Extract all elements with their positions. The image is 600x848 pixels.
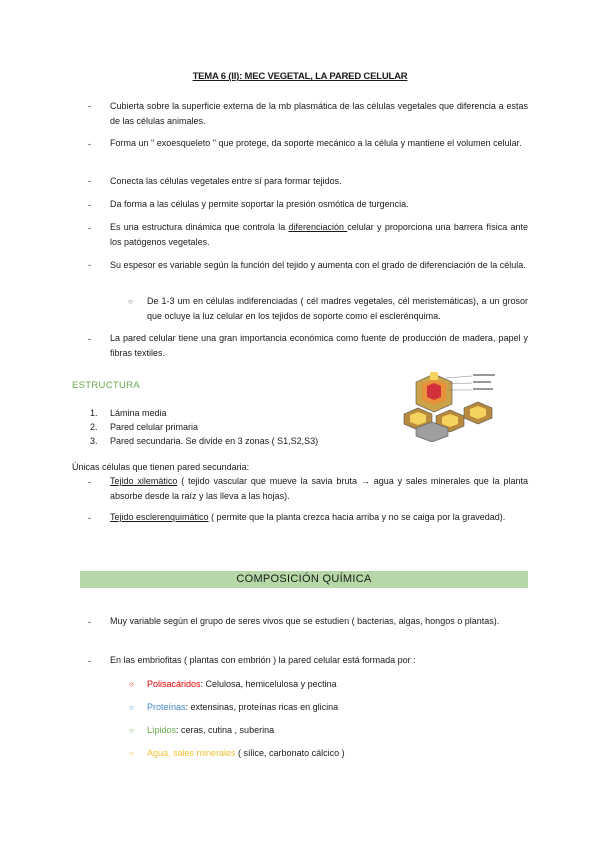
bullet-marker: - — [88, 139, 91, 149]
section-heading-estructura: ESTRUCTURA — [72, 380, 140, 391]
cell-wall-illustration — [386, 370, 502, 442]
sub-bullet-marker: ○ — [128, 297, 133, 306]
sub-bullet-marker: ○ — [129, 726, 134, 735]
term-tejido-esclerenquimatico: Tejido esclerenquimático — [110, 512, 209, 522]
bullet-marker: - — [88, 200, 91, 210]
underlined-term-diferenciacion: diferenciación — [288, 222, 348, 232]
bullet-marker: - — [88, 513, 91, 523]
bullet-marker: - — [88, 617, 91, 627]
composition-text-2: En las embriofitas ( plantas con embrión ) la pared celular está formada por : — [110, 655, 416, 665]
component-detail: : Celulosa, hemicelulosa y pectina — [200, 679, 337, 689]
page-title: TEMA 6 (II): MEC VEGETAL, LA PARED CELULAR — [192, 71, 408, 82]
term-tejido-xilematico: Tejido xilemático — [110, 476, 178, 486]
bullet-marker: - — [88, 260, 91, 270]
component-label: Agua, sales minerales — [147, 748, 236, 758]
sub-bullet-marker: ○ — [129, 703, 134, 712]
component-label: Polisacáridos — [147, 679, 201, 689]
bullet-text-5-after: celular y proporciona una barrera física ante los patógenos vegetales. — [110, 222, 528, 247]
bullet-marker: - — [88, 101, 91, 111]
bullet-marker: - — [88, 656, 91, 666]
component-agua-sales — [147, 748, 345, 758]
list-number: 1. — [90, 408, 98, 418]
component-label: Lípidos — [147, 725, 177, 735]
secondary-item-esclerenquimatico — [110, 510, 528, 525]
bullet-text-2: Forma un " exoesqueleto " que protege, da soporte mecánico a la célula y mantiene el volumen celular. — [110, 138, 522, 148]
component-label: Proteínas — [147, 702, 186, 712]
list-item-pared-primaria: Pared celular primaria — [110, 422, 199, 432]
list-number: 3. — [90, 436, 98, 446]
composition-text-1: Muy variable según el grupo de seres vivos que se estudien ( bacterias, algas, hongos o plantas). — [110, 616, 500, 626]
secondary-item-xilematico — [110, 474, 528, 504]
component-polisacaridos — [147, 679, 337, 689]
bullet-marker: - — [88, 334, 91, 344]
component-lipidos — [147, 725, 274, 735]
list-item-lamina-media: Lámina media — [110, 408, 167, 418]
bullet-text-1: Cubierta sobre la superficie externa de la mb plasmática de las células vegetales que diferencia a estas de las células animales. — [110, 101, 528, 126]
sub-bullet-marker: ○ — [129, 749, 134, 758]
section-heading-composicion: COMPOSICIÓN QUÍMICA — [236, 573, 372, 585]
bullet-text-4: Da forma a las células y permite soportar la presión osmótica de turgencia. — [110, 199, 409, 209]
sub-bullet-text: De 1-3 um en células indiferenciadas ( cél madres vegetales, cél meristemáticas), a un grosor que ocluye la luz celular en los tejidos de soporte como el esclerénquima. — [147, 296, 528, 321]
bullet-text-7: La pared celular tiene una gran importancia económica como fuente de producción de madera, papel y fibras textiles. — [110, 333, 528, 358]
bullet-text-5 — [110, 220, 528, 250]
component-detail: : ceras, cutina , suberina — [176, 725, 275, 735]
component-proteinas — [147, 702, 338, 712]
bullet-marker: - — [88, 176, 91, 186]
list-item-pared-secundaria: Pared secundaria. Se divide en 3 zonas ( S1,S2,S3) — [110, 436, 319, 446]
bullet-text-5-before: Es una estructura dinámica que controla la — [110, 222, 289, 232]
bullet-text-6: Su espesor es variable según la función del tejido y aumenta con el grado de diferenciación de la célula. — [110, 260, 526, 270]
bullet-marker: - — [88, 223, 91, 233]
sub-bullet-marker: ○ — [129, 680, 134, 689]
component-detail: : extensinas, proteínas ricas en glicina — [185, 702, 339, 712]
bullet-text-3: Conecta las células vegetales entre sí para formar tejidos. — [110, 176, 342, 186]
bullet-marker: - — [88, 477, 91, 487]
secondary-wall-intro: Únicas células que tienen pared secundaria: — [72, 462, 250, 472]
term-description: ( tejido vascular que mueve la savia bruta → agua y sales minerales que la planta absorbe desde la raíz y las lleva a las hojas). — [110, 476, 528, 501]
component-detail: ( sílice, carbonato cálcico ) — [235, 748, 345, 758]
list-number: 2. — [90, 422, 98, 432]
term-description: ( permite que la planta crezca hacia arriba y no se caiga por la gravedad). — [208, 512, 506, 522]
